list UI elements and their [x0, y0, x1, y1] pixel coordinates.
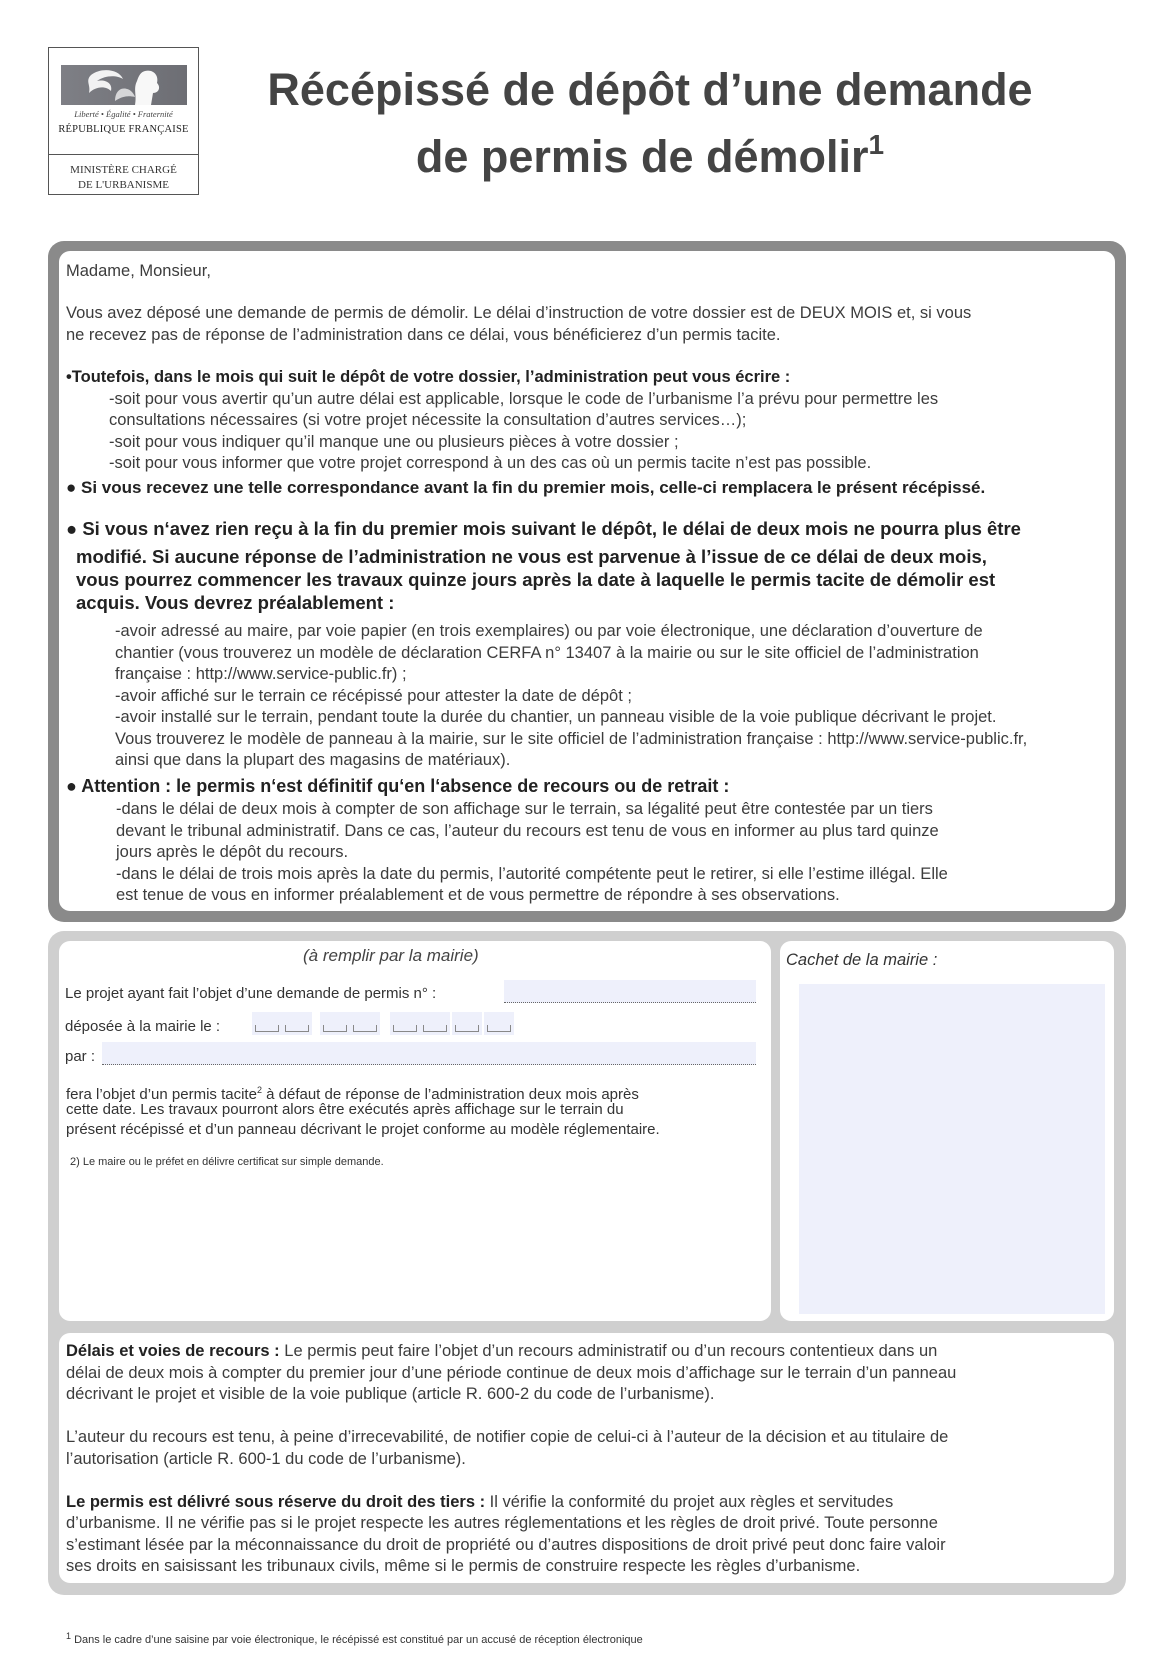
rien-recu-line: modifié. Si aucune réponse de l’administration ne vous est parvenue à l’issue de ce délai de deux mois,: [76, 546, 987, 567]
tacite-line-2: cette date. Les travaux pourront alors être exécutés après affichage sur le terrain du: [66, 1101, 624, 1118]
tiers-title: Le permis est délivré sous réserve du droit des tiers :: [66, 1493, 486, 1511]
delais-text: Le permis peut faire l’objet d’un recours administratif ou d’un recours contentieux dans un: [279, 1342, 938, 1360]
tiers-line-4: ses droits en saisissant les tribunaux civils, même si le permis de construire respecte les règles d’urbanisme.: [66, 1557, 861, 1575]
auteur-line-2: l’autorisation (article R. 600-1 du code de l’urbanisme).: [66, 1450, 466, 1468]
attention-heading: ● Attention : le permis n‘est définitif qu‘en l‘absence de recours ou de retrait :: [66, 776, 730, 796]
prealable-item: -avoir adressé au maire, par voie papier (en trois exemplaires) ou par voie électronique, une déclaration d’ouverture de: [115, 622, 983, 640]
prealable-item: chantier (vous trouverez un modèle de déclaration CERFA n° 13407 à la mairie ou sur le site officiel de l’administration: [115, 644, 979, 662]
permit-number-field[interactable]: [504, 980, 756, 1003]
rien-recu-line: vous pourrez commencer les travaux quinze jours après la date à laquelle le permis tacite de démolir est: [76, 569, 996, 590]
date-digit-box[interactable]: [252, 1012, 282, 1035]
par-label: par :: [65, 1048, 96, 1065]
title-line-2: [210, 117, 1090, 184]
footnote-ref: 1: [66, 1631, 72, 1641]
delais-line-3: décrivant le projet et visible de la voie publique (article R. 600-2 du code de l’urbanisme).: [66, 1385, 715, 1403]
prealable-item: Vous trouverez le modèle de panneau à la mairie, sur le site officiel de l’administration française : http://www.service-public.fr,: [115, 730, 1028, 748]
toutefois-item: -soit pour vous avertir qu’un autre délai est applicable, lorsque le code de l’urbanisme l’a prévu pour permettre les: [109, 390, 939, 408]
attention-item: devant le tribunal administratif. Dans ce cas, l’auteur du recours est tenu de vous en informer au plus tard quinze: [116, 822, 939, 840]
footnote-text: Dans le cadre d’une saisine par voie électronique, le récépissé est constitué par un accusé de réception électronique: [71, 1634, 643, 1646]
date-digit-box[interactable]: [484, 1012, 514, 1035]
tiers-line-3: s’estimant lésée par la méconnaissance du droit de propriété ou d’autres dispositions de droit privé peut donc faire valoir: [66, 1536, 946, 1554]
footnote: [66, 1631, 643, 1646]
tiers-line-2: d’urbanisme. Il ne vérifie pas si le projet respecte les autres réglementations et les règles de droit privé. Toute personne: [66, 1514, 938, 1532]
ministry-name: [49, 163, 198, 193]
stamp-area[interactable]: [799, 984, 1105, 1314]
republic-name: RÉPUBLIQUE FRANÇAISE: [58, 124, 189, 135]
marianne-logo: [48, 47, 199, 195]
date-digit-box[interactable]: [282, 1012, 312, 1035]
auteur-line-1: L’auteur du recours est tenu, à peine d’irrecevabilité, de notifier copie de celui-ci à l’auteur de la décision et au titulaire de: [66, 1428, 949, 1446]
toutefois-heading: •Toutefois, dans le mois qui suit le dépôt de votre dossier, l’administration peut vous écrire :: [66, 368, 791, 386]
fill-hint: (à remplir par la mairie): [303, 946, 479, 965]
cachet-label: Cachet de la mairie :: [786, 951, 938, 969]
toutefois-item: consultations nécessaires (si votre projet nécessite la consultation d’autres services…);: [109, 411, 747, 429]
marianne-emblem-icon: [61, 65, 187, 105]
prealable-item: française : http://www.service-public.fr) ;: [115, 665, 407, 683]
date-digit-box[interactable]: [350, 1012, 380, 1035]
tiers-text: Il vérifie la conformité du projet aux règles et servitudes: [485, 1493, 894, 1511]
prealable-item: ainsi que dans la plupart des magasins de matériaux).: [115, 751, 511, 769]
attention-item: jours après le dépôt du recours.: [116, 843, 349, 861]
toutefois-item: -soit pour vous informer que votre projet correspond à un des cas où un permis tacite n’est pas possible.: [109, 454, 872, 472]
intro-line-1: Vous avez déposé une demande de permis de démolir. Le délai d’instruction de votre dossier est de DEUX MOIS et, si vous: [66, 304, 972, 322]
page-title: [210, 62, 1090, 184]
correspondance-note: ● Si vous recevez une telle correspondance avant la fin du premier mois, celle-ci remplacera le présent récépissé.: [66, 478, 986, 497]
delais-title: Délais et voies de recours :: [66, 1342, 280, 1360]
prealable-item: -avoir installé sur le terrain, pendant toute la durée du chantier, un panneau visible de la voie publique décrivant le projet.: [115, 708, 997, 726]
attention-item: -dans le délai de trois mois après la date du permis, l’autorité compétente peut le retirer, si elle l’estime illégal. Elle: [116, 865, 948, 883]
ministry-line-1: MINISTÈRE CHARGÉ: [70, 164, 177, 176]
title-line-2-text: de permis de démolir: [415, 131, 869, 182]
ministry-line-2: DE L'URBANISME: [78, 179, 169, 191]
date-digit-box[interactable]: [320, 1012, 350, 1035]
intro-line-2: ne recevez pas de réponse de l’administration dans ce délai, vous bénéficierez d’un permis tacite.: [66, 326, 781, 344]
title-footnote-ref: 1: [868, 129, 885, 160]
attention-item: est tenue de vous en informer préalablement et de vous permettre de répondre à ses observations.: [116, 886, 840, 904]
projet-label: Le projet ayant fait l’objet d’une demande de permis n° :: [65, 985, 437, 1002]
delais-line-2: délai de deux mois à compter du premier jour d’une période continue de deux mois d’affichage sur le terrain d’un panneau: [66, 1364, 957, 1382]
tacite-text-b: à défaut de réponse de l’administration deux mois après: [261, 1086, 639, 1103]
date-digit-box[interactable]: [390, 1012, 420, 1035]
tacite-text-a: fera l’objet d’un permis tacite: [66, 1086, 257, 1103]
certificate-note: 2) Le maire ou le préfet en délivre certificat sur simple demande.: [70, 1156, 384, 1168]
toutefois-item: -soit pour vous indiquer qu’il manque une ou plusieurs pièces à votre dossier ;: [109, 433, 679, 451]
republic-motto: Liberté • Égalité • Fraternité: [74, 109, 173, 119]
title-line-1: Récépissé de dépôt d’une demande: [267, 64, 1033, 115]
attention-item: -dans le délai de deux mois à compter de son affichage sur le terrain, sa légalité peut être contestée par un tiers: [116, 800, 933, 818]
applicant-field[interactable]: [102, 1042, 756, 1065]
tacite-footnote-ref: 2: [256, 1085, 262, 1095]
logo-divider: [49, 154, 198, 155]
greeting: Madame, Monsieur,: [66, 262, 211, 280]
deposee-label: déposée à la mairie le :: [65, 1018, 221, 1035]
prealable-item: -avoir affiché sur le terrain ce récépissé pour attester la date de dépôt ;: [115, 687, 632, 705]
date-digit-box[interactable]: [420, 1012, 450, 1035]
date-digit-box[interactable]: [452, 1012, 482, 1035]
tacite-line-3: présent récépissé et d’un panneau décrivant le projet conforme au modèle réglementaire.: [66, 1121, 660, 1138]
tiers-line-1: [66, 1492, 893, 1514]
rien-recu-line: ● Si vous n‘avez rien reçu à la fin du premier mois suivant le dépôt, le délai de deux mois ne pourra plus être: [66, 518, 1021, 539]
delais-line-1: [66, 1341, 937, 1363]
rien-recu-line: acquis. Vous devrez préalablement :: [76, 592, 395, 613]
